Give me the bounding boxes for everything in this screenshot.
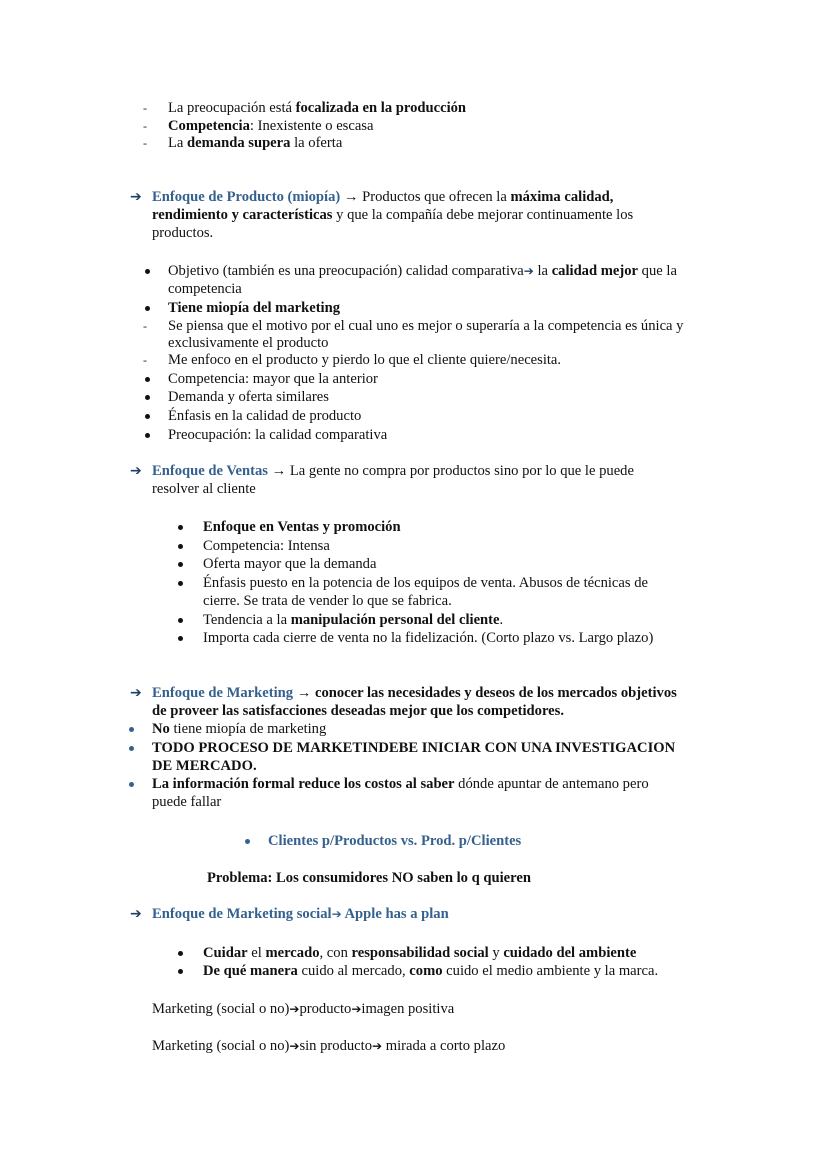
list-item-cont: cierre. Se trata de vender lo que se fabrica. [203, 593, 452, 609]
dash-marker: - [143, 136, 147, 150]
item-bold: cuidado del ambiente [503, 945, 637, 961]
item-text: Objetivo (también es una preocupación) calidad comparativa [168, 263, 524, 279]
problem-statement: Problema: Los consumidores NO saben lo q quieren [207, 870, 531, 886]
bullet-icon [178, 629, 183, 647]
flow-text: sin producto [299, 1038, 373, 1054]
list-item-cont: exclusivamente el producto [168, 335, 329, 351]
item-text: , con [319, 945, 352, 961]
item-bold: No [152, 721, 170, 737]
flow-text: imagen positiva [361, 1001, 455, 1017]
item-text: la oferta [290, 135, 343, 151]
section-heading-marketing [152, 684, 677, 702]
dash-marker: - [143, 319, 147, 333]
list-item [152, 720, 326, 738]
item-bold: calidad mejor [551, 263, 639, 279]
item-bold: Cuidar [203, 945, 248, 961]
heading-line: resolver al cliente [152, 481, 256, 497]
sub-heading-clients: Clientes p/Productos vs. Prod. p/Clientes [268, 833, 522, 849]
arrow-right-icon: ➔ [331, 907, 342, 921]
list-item-cont: competencia [168, 281, 242, 297]
arrow-right-icon: ➔ [351, 1002, 362, 1016]
list-item [203, 611, 503, 629]
item-bold: responsabilidad social [351, 945, 489, 961]
list-item [203, 944, 636, 962]
flow-line-positive [152, 1000, 454, 1018]
list-item: Oferta mayor que la demanda [203, 556, 377, 572]
bullet-icon [129, 739, 134, 757]
heading-desc: → La gente no compra por productos sino por lo que le puede [267, 463, 634, 479]
heading-text: Enfoque de Producto (miopía) [152, 189, 341, 205]
bullet-icon [129, 775, 134, 793]
heading-desc: y que la compañía debe mejorar continuamente los [332, 207, 634, 223]
heading-text: Enfoque de Marketing social [152, 906, 332, 922]
list-item: Importa cada cierre de venta no la fidelización. (Corto plazo vs. Largo plazo) [203, 630, 654, 646]
item-text: La [168, 135, 188, 151]
list-item-cont: puede fallar [152, 794, 222, 810]
arrow-right-icon: ➔ [523, 264, 534, 278]
list-item [203, 962, 658, 980]
list-item [168, 99, 466, 117]
flow-text: Marketing (social o no) [152, 1038, 290, 1054]
arrow-right-icon: ➔ [130, 906, 142, 922]
list-item: Se piensa que el motivo por el cual uno es mejor o superaría a la competencia es única y [168, 318, 684, 334]
heading-bold: rendimiento y características [152, 207, 333, 223]
section-heading-sales [152, 462, 634, 480]
heading-line [152, 206, 633, 224]
list-item [168, 134, 342, 152]
heading-line: productos. [152, 225, 214, 241]
bullet-icon [145, 370, 150, 388]
list-item: Énfasis en la calidad de producto [168, 408, 362, 424]
list-item: Competencia: Intensa [203, 538, 330, 554]
list-item [168, 262, 677, 280]
item-bold: focalizada en la producción [295, 100, 467, 116]
bullet-icon [145, 426, 150, 444]
arrow-right-icon: ➔ [130, 463, 142, 479]
heading-desc: → Productos que ofrecen la [340, 189, 511, 205]
bullet-icon [129, 720, 134, 738]
list-item: Competencia: mayor que la anterior [168, 371, 378, 387]
heading-text: Enfoque de Marketing [152, 685, 294, 701]
item-text: Tendencia a la [203, 612, 291, 628]
bullet-icon [178, 574, 183, 592]
item-text: tiene miopía de marketing [169, 721, 327, 737]
list-item: Enfoque en Ventas y promoción [203, 519, 401, 535]
list-item-cont: DE MERCADO. [152, 758, 257, 774]
item-text: y [488, 945, 504, 961]
flow-text: Marketing (social o no) [152, 1001, 290, 1017]
flow-text: mirada a corto plazo [382, 1038, 506, 1054]
bullet-icon [178, 611, 183, 629]
bullet-icon [178, 962, 183, 980]
bullet-icon [145, 262, 150, 280]
item-text: que la [638, 263, 677, 279]
item-text: . [499, 612, 504, 628]
flow-text: producto [299, 1001, 352, 1017]
heading-text: Enfoque de Ventas [152, 463, 268, 479]
item-text: el [247, 945, 266, 961]
arrow-right-icon: ➔ [289, 1039, 300, 1053]
arrow-right-icon: ➔ [130, 685, 142, 701]
list-item: TODO PROCESO DE MARKETINDEBE INICIAR CON UNA INVESTIGACION [152, 740, 676, 756]
bullet-icon [145, 388, 150, 406]
list-item [168, 117, 373, 135]
dash-marker: - [143, 353, 147, 367]
item-bold: como [409, 963, 443, 979]
heading-line: de proveer las satisfacciones deseadas mejor que los competidores. [152, 703, 564, 719]
item-text: dónde apuntar de antemano pero [454, 776, 649, 792]
item-text: : Inexistente o escasa [249, 118, 374, 134]
bullet-icon [145, 407, 150, 425]
item-bold: manipulación personal del cliente [290, 612, 500, 628]
list-item: Me enfoco en el producto y pierdo lo que el cliente quiere/necesita. [168, 352, 562, 368]
item-bold: Competencia [168, 118, 250, 134]
dash-marker: - [143, 101, 147, 115]
flow-line-short-term [152, 1037, 505, 1055]
bullet-icon [145, 299, 150, 317]
list-item: Preocupación: la calidad comparativa [168, 427, 388, 443]
section-heading-product [152, 188, 613, 206]
item-text: La preocupación está [168, 100, 296, 116]
arrow-right-icon: ➔ [289, 1002, 300, 1016]
arrow-right-icon: ➔ [372, 1039, 383, 1053]
item-bold: De qué manera [203, 963, 298, 979]
item-text: cuido el medio ambiente y la marca. [442, 963, 659, 979]
section-heading-social [152, 905, 449, 923]
item-text: la [533, 263, 552, 279]
heading-text: Apple has a plan [341, 906, 449, 922]
list-item: Demanda y oferta similares [168, 389, 329, 405]
list-item: Tiene miopía del marketing [168, 300, 341, 316]
arrow-right-icon: ➔ [130, 189, 142, 205]
bullet-icon [178, 555, 183, 573]
bullet-icon [178, 518, 183, 536]
bullet-icon [178, 537, 183, 555]
item-bold: La información formal reduce los costos al saber [152, 776, 455, 792]
bullet-icon [178, 944, 183, 962]
heading-bold: máxima calidad, [510, 189, 614, 205]
bullet-icon [245, 832, 250, 850]
list-item: Énfasis puesto en la potencia de los equipos de venta. Abusos de técnicas de [203, 575, 648, 591]
item-bold: demanda supera [187, 135, 291, 151]
heading-bold: → conocer las necesidades y deseos de los mercados objetivos [293, 685, 677, 701]
list-item [152, 775, 649, 793]
item-bold: mercado [265, 945, 320, 961]
dash-marker: - [143, 119, 147, 133]
item-text: cuido al mercado, [297, 963, 410, 979]
